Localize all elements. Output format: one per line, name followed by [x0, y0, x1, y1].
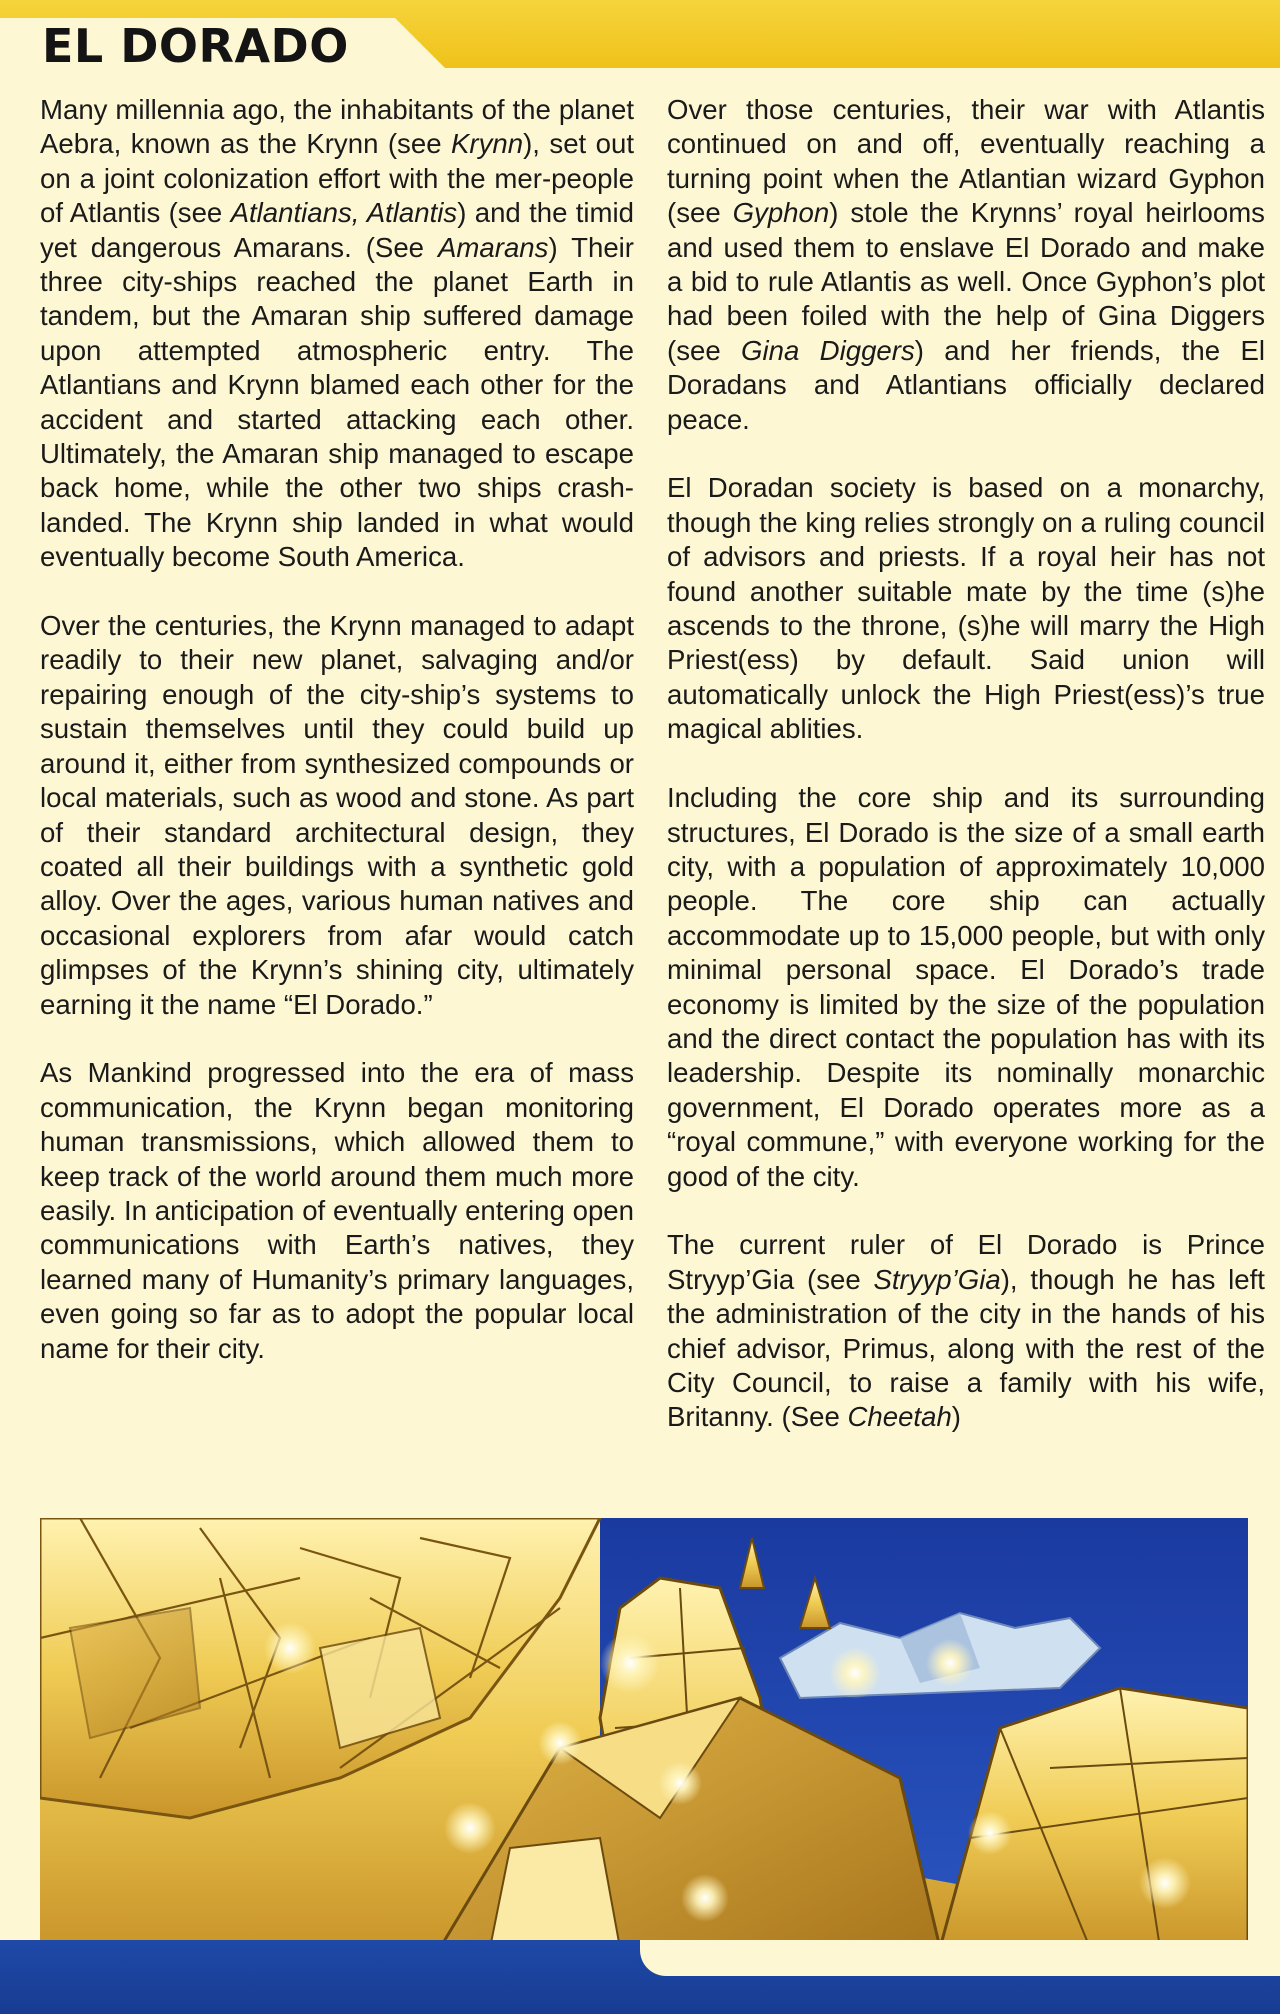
- footer-tab: [640, 1940, 1280, 1976]
- right-paragraph: Including the core ship and its surrounding structures, El Dorado is the size of a small earth city, with a population of approximately 10,000 people. The core ship can actually accommodate up to 15,000 people, but with only minimal personal space. El Dorado’s trade economy is limited by the size of the population and the direct contact the population has with its leadership. Despite its nominally monarchic government, El Dorado operates more as a “royal commune,” with everyone working for the good of the city.: [667, 782, 1265, 1192]
- left-paragraph: As Mankind progressed into the era of mass communication, the Krynn began monitoring human transmissions, which allowed them to keep track of the world around them much more easily. In anticipation of eventually entering open communications with Earth’s natives, they learned many of Humanity’s primary languages, even going so far as to adopt the popular local name for their city.: [40, 1057, 634, 1364]
- cross-reference: Krynn: [451, 128, 524, 160]
- text-column-right: [667, 93, 1265, 1435]
- text-column-left: [40, 93, 634, 1366]
- city-illustration: [40, 1518, 1248, 1948]
- cross-reference: Stryyp’Gia: [873, 1263, 1001, 1295]
- cross-reference: Gyphon: [732, 197, 830, 229]
- right-paragraph: The current ruler of El Dorado is Prince Stryyp’Gia (see Stryyp’Gia), though he has left the administration of the city in the hands of his chief advisor, Primus, along with the rest of the City Council, to raise a family with his wife, Britanny. (See Cheetah): [667, 1229, 1265, 1433]
- cross-reference: Atlantians, Atlantis: [230, 197, 458, 229]
- left-paragraph: Many millennia ago, the inhabitants of the planet Aebra, known as the Krynn (see Krynn), set out on a joint colonization effort with the mer-people of Atlantis (see Atlantians, Atlantis) and the timid yet dangerous Amarans. (See Amarans) Their three city-ships reached the planet Earth in tandem, but the Amaran ship suffered damage upon attempted atmospheric entry. The Atlantians and Krynn blamed each other for the accident and started attacking each other. Ultimately, the Amaran ship managed to escape back home, while the other two ships crash-landed. The Krynn ship landed in what would eventually become South America.: [40, 94, 635, 573]
- cross-reference: Cheetah: [847, 1401, 952, 1433]
- right-paragraph: El Doradan society is based on a monarchy, though the king relies strongly on a ruling council of advisors and priests. If a royal heir has not found another suitable mate by the time (s)he ascends to the throne, (s)he will marry the High Priest(ess) by default. Said union will automatically unlock the High Priest(ess)’s true magical ablities.: [667, 472, 1265, 745]
- page-title: EL DORADO: [42, 19, 349, 73]
- cross-reference: Gina Diggers: [741, 334, 915, 366]
- left-paragraph: Over the centuries, the Krynn managed to adapt readily to their new planet, salvaging and/or repairing enough of the city-ship’s systems to sustain themselves until they could build up around it, either from synthesized compounds or local materials, such as wood and stone. As part of their standard architectural design, they coated all their buildings with a synthetic gold alloy. Over the ages, various human natives and occasional explorers from afar would catch glimpses of the Krynn’s shining city, ultimately earning it the name “El Dorado.”: [40, 610, 634, 1020]
- cross-reference: Amarans: [438, 231, 549, 263]
- right-paragraph: Over those centuries, their war with Atlantis continued on and off, eventually reaching a turning point when the Atlantian wizard Gyphon (see Gyphon) stole the Krynns’ royal heirlooms and used them to enslave El Dorado and make a bid to rule Atlantis as well. Once Gyphon’s plot had been foiled with the help of Gina Diggers (see Gina Diggers) and her friends, the El Doradans and Atlantians officially declared peace.: [667, 94, 1265, 435]
